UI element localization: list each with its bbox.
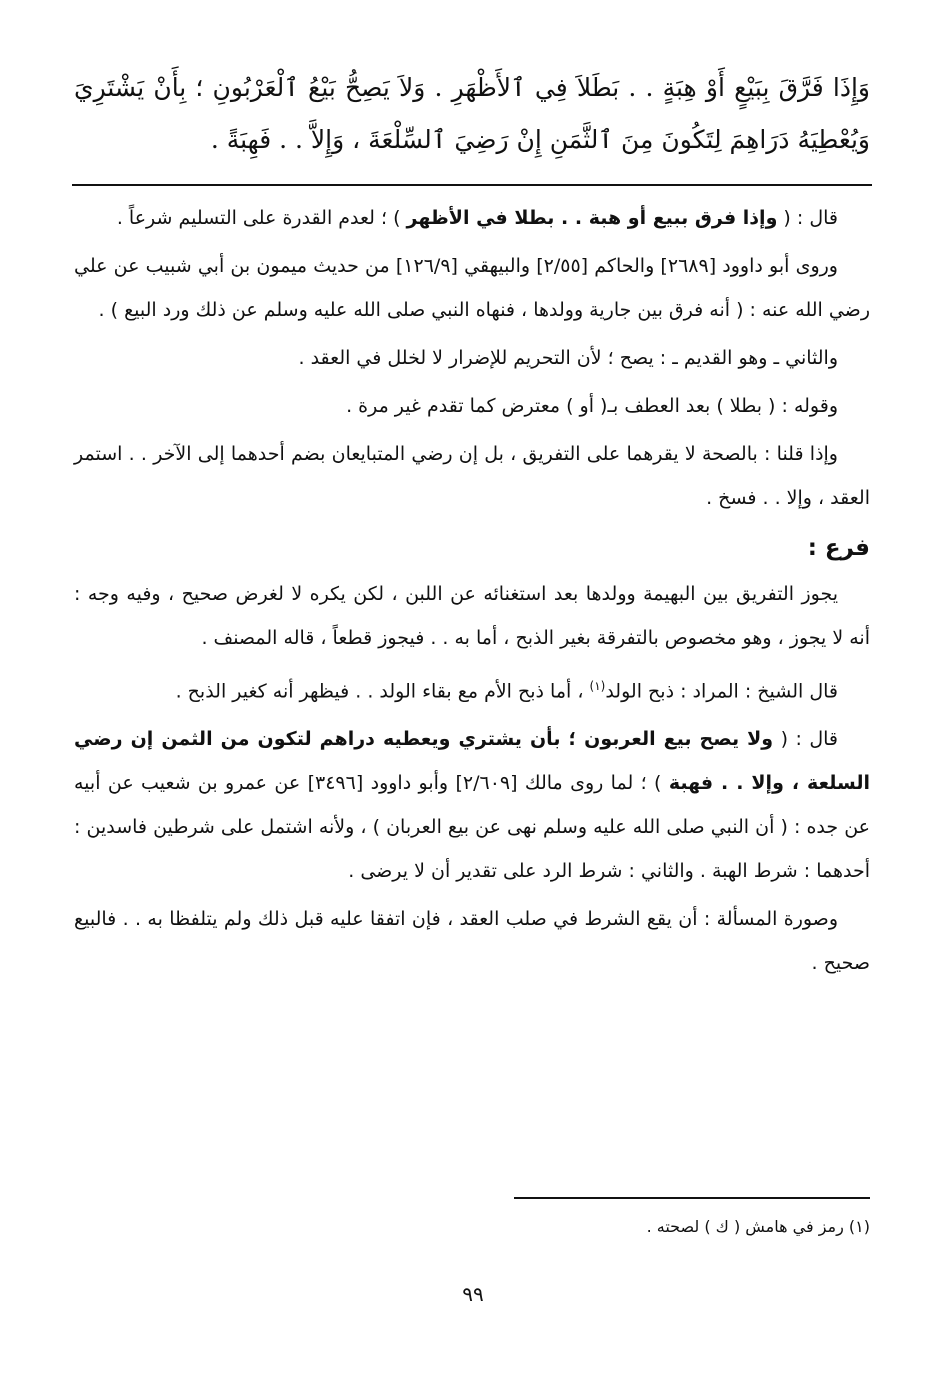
paragraph-7 — [74, 664, 870, 713]
commentary — [74, 196, 870, 989]
p1-quote: وإذا فرق ببيع أو هبة . . بطلا في الأظهر — [406, 207, 778, 229]
paragraph-4: وقوله : ( بطلا ) بعد العطف بـ( أو ) معترض كما تقدم غير مرة . — [346, 395, 838, 417]
p1-rest: ) ؛ لعدم القدرة على التسليم شرعاً . — [116, 207, 407, 229]
page-number: ٩٩ — [462, 1282, 484, 1306]
p1-lead: قال : ( — [777, 207, 838, 229]
p8-rest: ) ؛ لما روى مالك [٢/٦٠٩] وأبو داوود [٣٤٩٦] عن عمرو بن شعيب عن أبيه عن جده : ( أن النبي صلى الله عليه وسلم نهى عن بيع العربان ) ، ولأنه اشتمل على شرطين فاسدين : أحدهما : شرط الهبة . والثاني : شرط الرد على تقدير أن لا يرضى . — [74, 772, 870, 883]
p8-lead: قال : ( — [773, 728, 839, 751]
paragraph-8 — [74, 717, 870, 893]
paragraph-6: يجوز التفريق بين البهيمة وولدها بعد استغنائه عن اللبن ، لكن يكره لا لغرض صحيح ، وفيه وجه : أنه لا يجوز ، وهو مخصوص بالتفرقة بغير الذبح ، أما به . . فيجوز قطعاً ، قاله المصنف . — [74, 583, 870, 649]
paragraph-9: وصورة المسألة : أن يقع الشرط في صلب العقد ، فإن اتفقا عليه قبل ذلك ولم يتلفظا به . . فالبيع صحيح . — [74, 908, 870, 975]
paragraph-1 — [74, 196, 870, 240]
footnote-divider — [514, 1197, 870, 1199]
footnote: (١) رمز في هامش ( ك ) لصحته . — [646, 1217, 870, 1236]
p7-after: ، أما ذبح الأم مع بقاء الولد . . فيظهر أنه كغير الذبح . — [175, 680, 590, 703]
matn-text: وَإِذَا فَرَّقَ بِبَيْعٍ أَوْ هِبَةٍ . . بَطَلاَ فِي ٱلأَظْهَرِ . وَلاَ يَصِحُّ بَيْعُ ٱلْعَرْبُونِ ؛ بِأَنْ يَشْتَرِيَ وَيُعْطِيَهُ دَرَاهِمَ لِتَكُونَ مِنَ ٱلثَّمَنِ إِنْ رَضِيَ ٱلسِّلْعَةَ ، وَإِلاَّ . . فَهِبَةً . — [74, 73, 870, 154]
p7-before: قال الشيخ : المراد : ذبح الولد — [605, 680, 838, 703]
p8-quote: ولا يصح بيع العربون ؛ بأن يشتري ويعطيه دراهم لتكون من الثمن إن رضي السلعة ، وإلا . . فهبة — [74, 728, 870, 795]
matn-divider — [72, 184, 872, 186]
footnote-ref: (١) — [589, 679, 606, 693]
far-heading: فرع : — [807, 535, 870, 561]
paragraph-5: وإذا قلنا : بالصحة لا يقرهما على التفريق ، بل إن رضي المتبايعان بضم أحدهما إلى الآخر . . استمر العقد ، وإلا . . فسخ . — [74, 443, 870, 509]
paragraph-3: والثاني ـ وهو القديم ـ : يصح ؛ لأن التحريم للإضرار لا لخلل في العقد . — [298, 347, 838, 369]
paragraph-2: وروى أبو داوود [٢٦٨٩] والحاكم [٢/٥٥] والبيهقي [١٢٦/٩] من حديث ميمون بن أبي شبيب عن علي رضي الله عنه : ( أنه فرق بين جارية وولدها ، فنهاه النبي صلى الله عليه وسلم عن ذلك ورد البيع ) . — [74, 255, 870, 321]
